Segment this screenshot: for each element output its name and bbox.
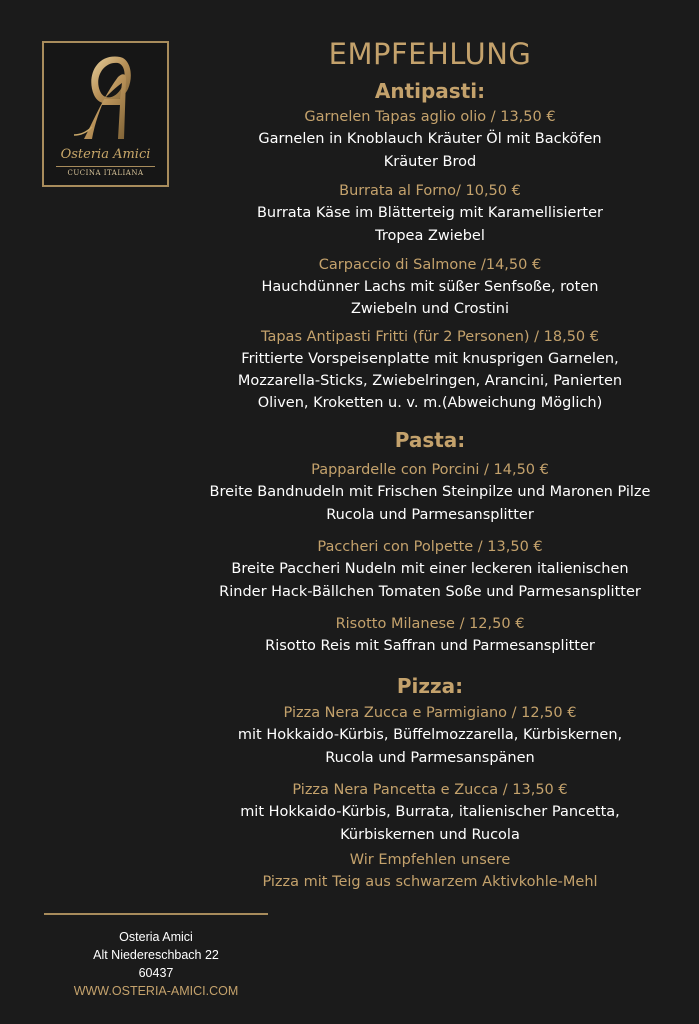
footer-restaurant-name: Osteria Amici [119, 930, 193, 944]
dish-description: Zwiebeln und Crostini [350, 301, 509, 317]
footer-street: Alt Niedereschbach 22 [93, 948, 219, 962]
dish-name: Carpaccio di Salmone /14,50 € [318, 257, 542, 273]
section-title: Pizza: [396, 674, 464, 698]
dish-item [160, 254, 699, 320]
logo-subtitle: CUCINA ITALIANA [67, 169, 144, 177]
menu-content [160, 36, 699, 893]
dish-item [160, 779, 699, 847]
section-pasta [160, 427, 699, 658]
dish-description: Kräuter Brod [383, 154, 477, 170]
logo-divider [56, 166, 155, 167]
dish-item [160, 180, 699, 248]
recommendation-line: Pizza mit Teig aus schwarzem Aktivkohle-Mehl [262, 874, 598, 890]
page-title: EMPFEHLUNG [328, 37, 532, 71]
logo-name: Osteria Amici [60, 147, 151, 162]
footer-divider [44, 913, 268, 915]
footer-zip: 60437 [138, 966, 174, 980]
dish-description: Burrata Käse im Blätterteig mit Karamellisierter [256, 205, 604, 221]
dish-description: Hauchdünner Lachs mit süßer Senfsoße, roten [261, 279, 599, 295]
section-pizza [160, 673, 699, 847]
dish-description: Oliven, Kroketten u. v. m.(Abweichung Möglich) [257, 395, 603, 411]
dish-name: Pizza Nera Zucca e Parmigiano / 12,50 € [283, 705, 577, 721]
website-link[interactable]: WWW.OSTERIA-AMICI.COM [73, 984, 239, 998]
dish-name: Burrata al Forno/ 10,50 € [339, 183, 521, 199]
restaurant-logo [42, 41, 169, 187]
dish-name: Garnelen Tapas aglio olio / 13,50 € [304, 109, 556, 125]
dish-name: Paccheri con Polpette / 13,50 € [317, 539, 543, 555]
dish-description: Frittierte Vorspeisenplatte mit knusprigen Garnelen, [241, 351, 619, 367]
pizza-recommendation [160, 849, 699, 893]
dish-description: mit Hokkaido-Kürbis, Büffelmozzarella, Kürbiskernen, [237, 727, 623, 743]
section-antipasti [160, 78, 699, 414]
dish-description: Mozzarella-Sticks, Zwiebelringen, Arancini, Panierten [237, 373, 623, 389]
dish-item [160, 613, 699, 658]
dish-description: Risotto Reis mit Saffran und Parmesansplitter [265, 638, 595, 654]
dish-description: Rucola und Parmesanspänen [325, 750, 535, 766]
dish-name: Pappardelle con Porcini / 14,50 € [311, 462, 549, 478]
dish-description: Tropea Zwiebel [375, 228, 485, 244]
recommendation-line: Wir Empfehlen unsere [349, 852, 511, 868]
dish-name: Tapas Antipasti Fritti (für 2 Personen) / 18,50 € [261, 329, 599, 345]
dish-name: Pizza Nera Pancetta e Zucca / 13,50 € [292, 782, 568, 798]
dish-item [160, 326, 699, 414]
dish-name: Risotto Milanese / 12,50 € [335, 616, 525, 632]
footer-address [44, 928, 268, 1000]
dish-item [160, 702, 699, 770]
dish-description: Rinder Hack-Bällchen Tomaten Soße und Parmesansplitter [219, 584, 641, 600]
dish-description: Kürbiskernen und Rucola [340, 827, 520, 843]
section-title: Antipasti: [374, 79, 486, 103]
dish-description: mit Hokkaido-Kürbis, Burrata, italienischer Pancetta, [240, 804, 620, 820]
monogram-emblem [44, 43, 167, 147]
dish-description: Breite Paccheri Nudeln mit einer leckeren italienischen [231, 561, 629, 577]
dish-description: Rucola und Parmesansplitter [326, 507, 534, 523]
dish-item [160, 106, 699, 174]
section-title: Pasta: [394, 428, 466, 452]
dish-description: Breite Bandnudeln mit Frischen Steinpilze und Maronen Pilze [209, 484, 651, 500]
dish-item [160, 459, 699, 527]
dish-description: Garnelen in Knoblauch Kräuter Öl mit Backöfen [258, 131, 602, 147]
dish-item [160, 536, 699, 604]
